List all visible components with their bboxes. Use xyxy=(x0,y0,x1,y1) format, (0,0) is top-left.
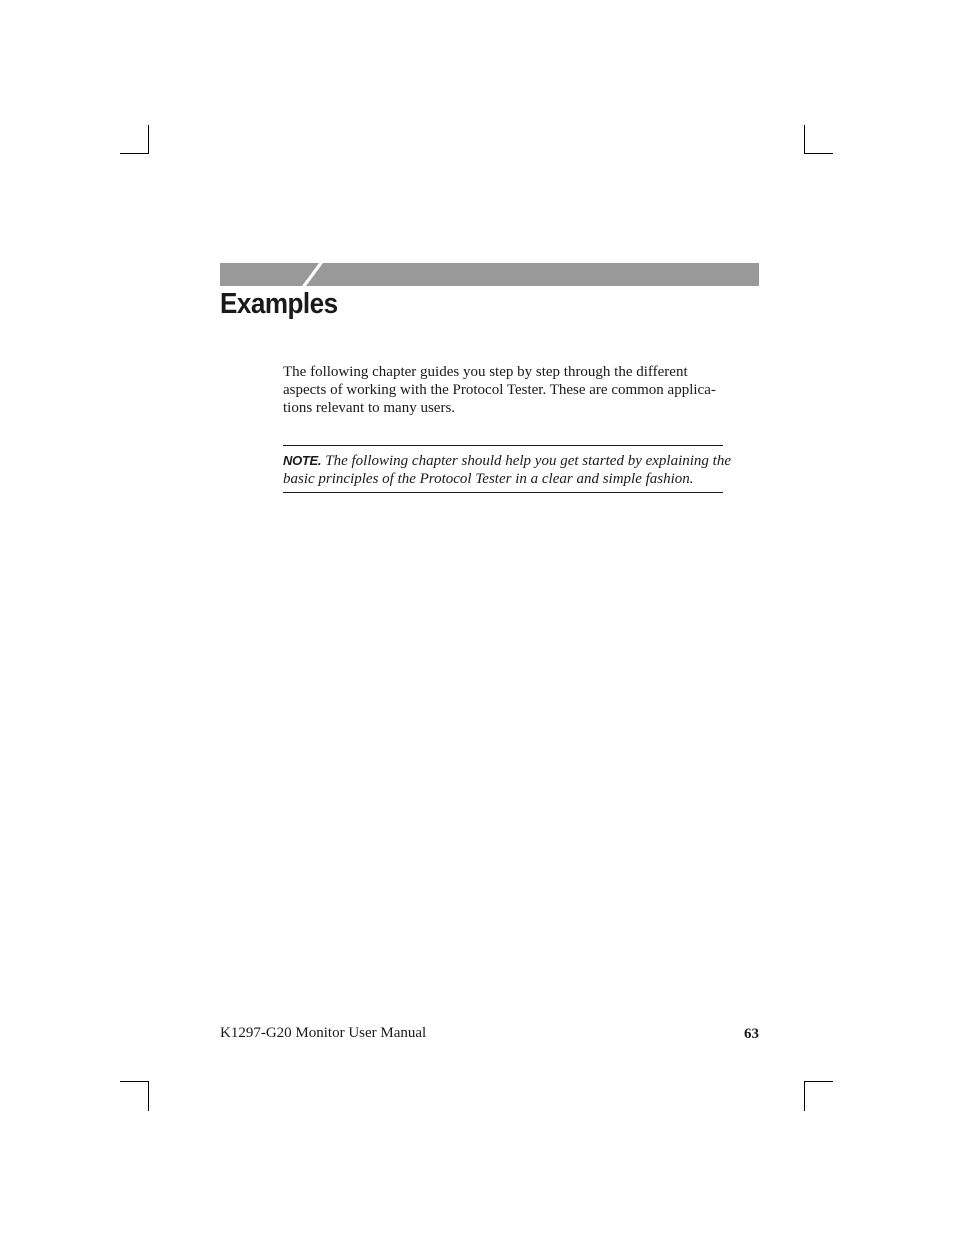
intro-paragraph xyxy=(283,363,753,417)
chapter-header-bar xyxy=(220,263,759,286)
footer-page-number: 63 xyxy=(744,1026,759,1042)
note-box xyxy=(283,445,732,493)
note-line: basic principles of the Protocol Tester in a clear and simple fashion. xyxy=(283,471,694,487)
crop-mark-bottom-left-horizontal xyxy=(120,1081,149,1082)
note-line: The following chapter should help you get started by explaining the xyxy=(325,453,732,469)
chapter-title: Examples xyxy=(220,288,338,320)
note-line-1 xyxy=(283,452,732,470)
crop-mark-top-left-horizontal xyxy=(120,153,149,154)
note-text xyxy=(283,452,732,488)
footer-manual-title: K1297-G20 Monitor User Manual xyxy=(220,1025,427,1041)
note-label: NOTE. xyxy=(283,453,322,468)
intro-line: tions relevant to many users. xyxy=(283,400,456,416)
crop-mark-bottom-right-horizontal xyxy=(804,1081,833,1082)
intro-line: The following chapter guides you step by step through the different xyxy=(283,364,688,380)
crop-mark-bottom-left-vertical xyxy=(148,1081,149,1111)
crop-mark-bottom-right-vertical xyxy=(804,1081,805,1111)
crop-mark-top-right-vertical xyxy=(804,125,805,154)
crop-mark-top-left-vertical xyxy=(148,125,149,154)
crop-mark-top-right-horizontal xyxy=(804,153,833,154)
intro-line: aspects of working with the Protocol Tester. These are common applica- xyxy=(283,382,716,398)
